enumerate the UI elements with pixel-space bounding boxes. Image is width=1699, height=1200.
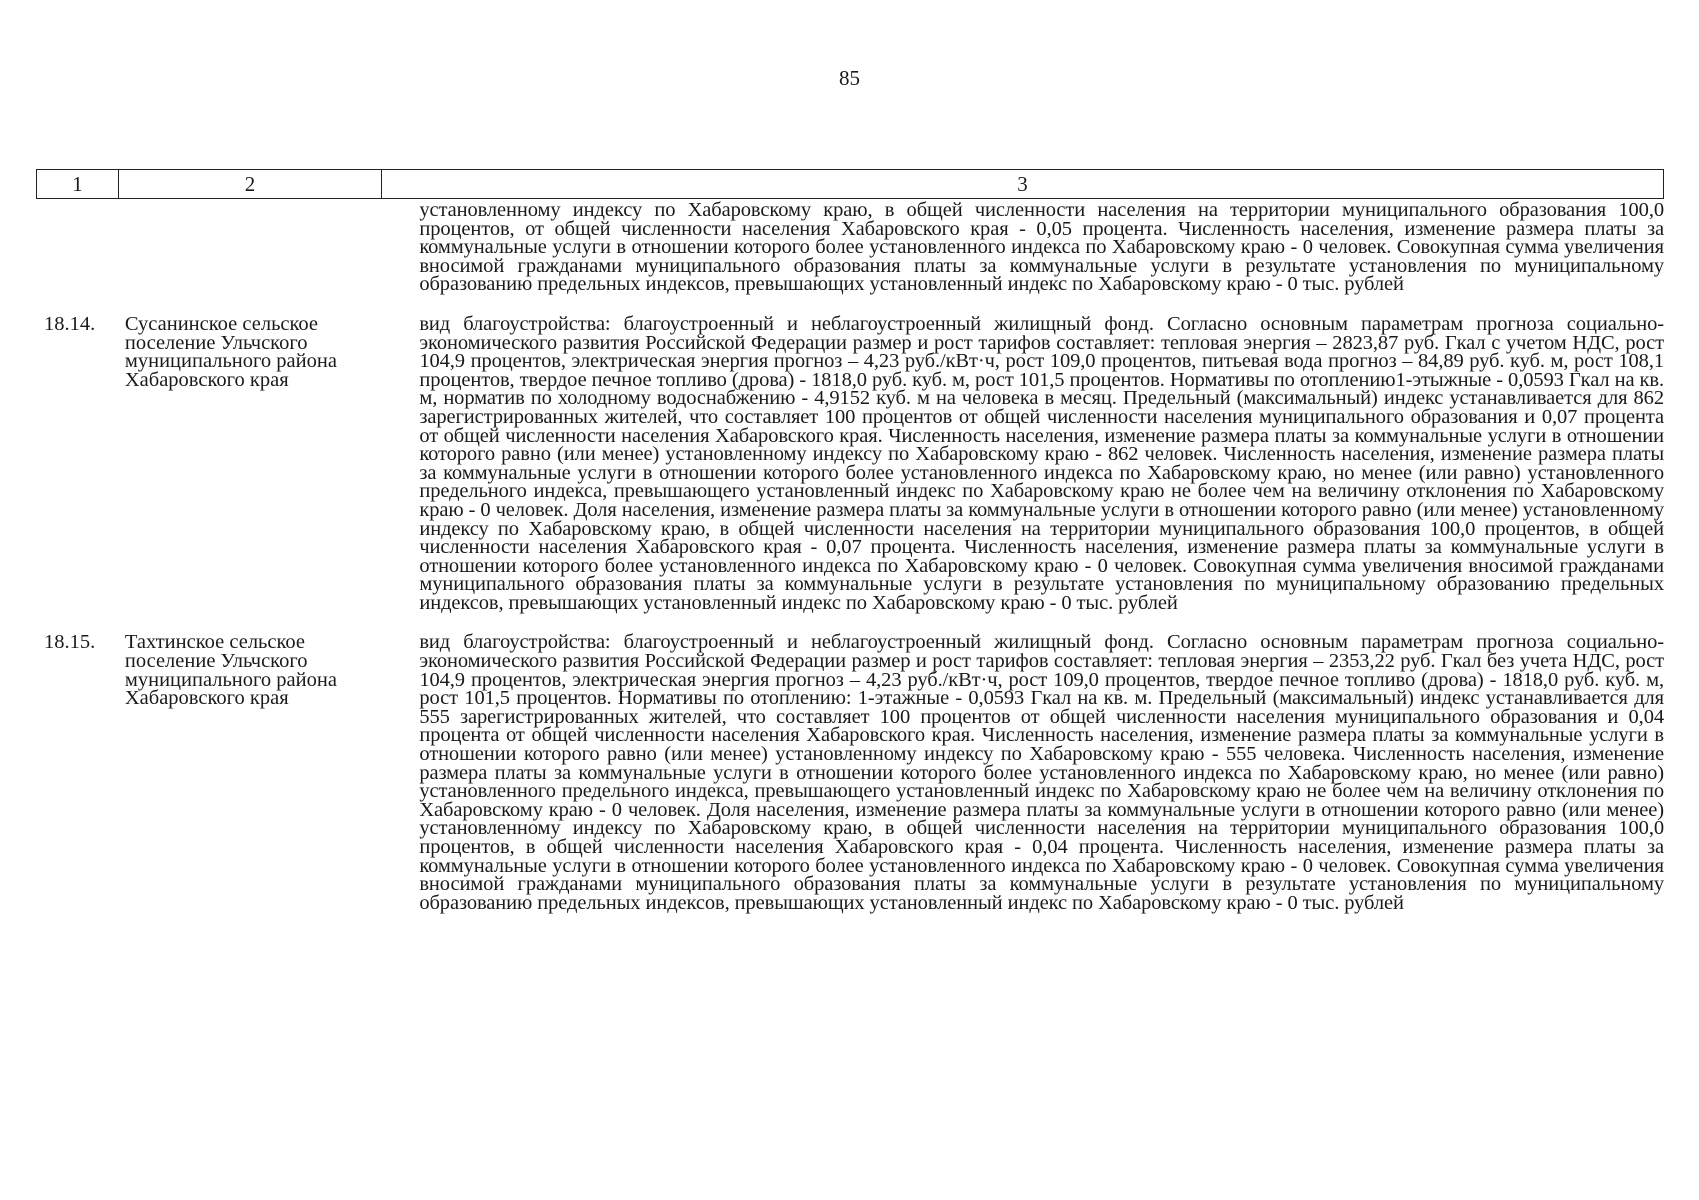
table-row-continuation — [36, 199, 1664, 294]
table-row — [36, 633, 1664, 912]
header-col-3: 3 — [1017, 171, 1028, 196]
row-municipality-name: Сусанинское сельское поселение Ульчского муниципального района Хабаровского края — [124, 312, 337, 391]
page-number: 85 — [839, 66, 860, 90]
header-col-1: 1 — [37, 170, 119, 198]
row-description: установленному индексу по Хабаровскому краю, в общей численности населения на территории муниципального образования 100,0 процентов, от общей численности населения Хабаровского края - 0,05 процента. Численность населения, изменение размера платы за коммунальные услуги в отношении которого более установленного индекса по Хабаровскому краю - 0 человек. Совокупная сумма увеличения вносимой гражданами муниципального образования платы за коммунальные услуги в результате установления по муниципальному образованию предельных индексов, превышающих установленный индекс по Хабаровскому краю - 0 тыс. рублей — [419, 199, 1664, 296]
table-header — [36, 169, 1664, 199]
table-body — [36, 199, 1664, 912]
row-description: вид благоустройства: благоустроенный и неблагоустроенный жилищный фонд. Согласно основным параметрам прогноза социально-экономического развития Российской Федерации размер и рост тарифов составляет: тепловая энергия – 2353,22 руб. Гкал без учета НДС, рост 104,9 процентов, электрическая энергия прогноз – 4,23 руб./кВт·ч, рост 109,0 процентов, твердое печное топливо (дрова) - 1818,0 руб. куб. м, рост 101,5 процентов. Нормативы по отоплению: 1-этажные - 0,0593 Гкал на кв. м. Предельный (максимальный) индекс устанавливается для 555 зарегистрированных жителей, что составляет 100 процентов от общей численности населения муниципального образования и 0,04 процента от общей численности населения Хабаровского края. Численность населения, изменение размера платы за коммунальные услуги в отношении которого равно (или менее) установленному индексу по Хабаровскому краю - 555 человека. Численность населения, изменение размера платы за коммунальные услуги в отношении которого более установленного индекса по Хабаровскому краю, но менее (или равно) установленного предельного индекса, превышающего установленный индекс по Хабаровскому краю не более чем на величину отклонения по Хабаровскому краю - 0 человек. Доля населения, изменение размера платы за коммунальные услуги в отношении которого равно (или менее) установленному индексу по Хабаровскому краю, в общей численности населения на территории муниципального образования 100,0 процентов, в общей численности населения Хабаровского края - 0,04 процента. Численность населения, изменение размера платы за коммунальные услуги в отношении которого более установленного индекса по Хабаровскому краю - 0 человек. Совокупная сумма увеличения вносимой гражданами муниципального образования платы за коммунальные услуги в результате установления по муниципальному образованию предельных индексов, превышающих установленный индекс по Хабаровскому краю - 0 тыс. рублей — [419, 631, 1664, 914]
row-number: 18.14. — [44, 312, 96, 335]
table-row — [36, 312, 1664, 614]
header-col-2: 2 — [119, 170, 382, 198]
row-description: вид благоустройства: благоустроенный и неблагоустроенный жилищный фонд. Согласно основным параметрам прогноза социально-экономического развития Российской Федерации размер и рост тарифов составляет: тепловая энергия – 2823,87 руб. Гкал с учетом НДС, рост 104,9 процентов, электрическая энергия прогноз – 4,23 руб./кВт·ч, рост 109,0 процентов, питьевая вода прогноз – 84,89 руб. куб. м, рост 108,1 процентов, твердое печное топливо (дрова) - 1818,0 руб. куб. м, рост 101,5 процентов. Нормативы по отоплению1-этыжные - 0,0593 Гкал на кв. м, норматив по холодному водоснабжению - 4,9152 куб. м на человека в месяц. Предельный (максимальный) индекс устанавливается для 862 зарегистрированных жителей, что составляет 100 процентов от общей численности населения муниципального образования и 0,07 процента от общей численности населения Хабаровского края. Численность населения, изменение размера платы за коммунальные услуги в отношении которого равно (или менее) установленному индексу по Хабаровскому краю - 862 человек. Численность населения, изменение размера платы за коммунальные услуги в отношении которого более установленного индекса по Хабаровскому краю, но менее (или равно) установленного предельного индекса, превышающего установленный индекс по Хабаровскому краю не более чем на величину отклонения по Хабаровскому краю - 0 человек. Доля населения, изменение размера платы за коммунальные услуги в отношении которого равно (или менее) установленному индексу по Хабаровскому краю, в общей численности населения на территории муниципального образования 100,0 процентов, в общей численности населения Хабаровского края - 0,07 процента. Численность населения, изменение размера платы за коммунальные услуги в отношении которого более установленного индекса по Хабаровскому краю - 0 человек. Совокупная сумма увеличения вносимой гражданами муниципального образования платы за коммунальные услуги в результате установления по муниципальному образованию предельных индексов, превышающих установленный индекс по Хабаровскому краю - 0 тыс. рублей — [419, 312, 1664, 614]
row-number: 18.15. — [44, 631, 96, 654]
row-municipality-name: Тахтинское сельское поселение Ульчского муниципального района Хабаровского края — [124, 631, 337, 710]
